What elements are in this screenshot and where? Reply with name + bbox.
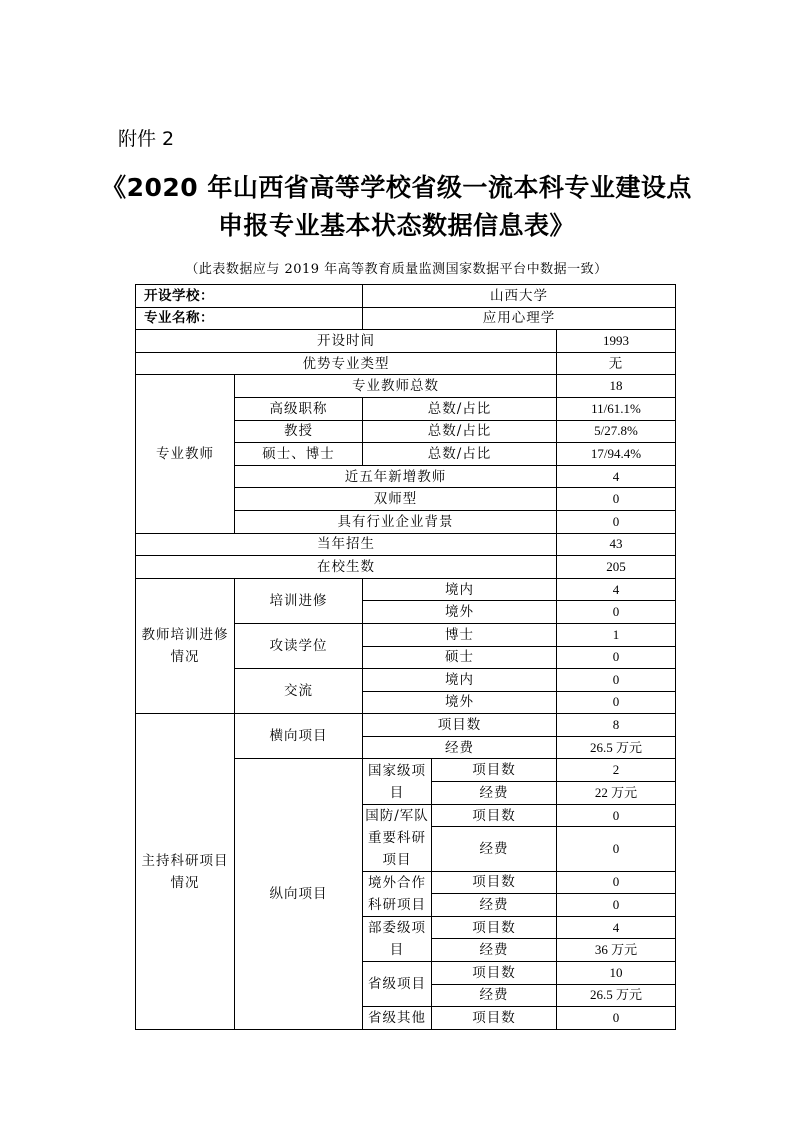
dual-teacher-value: 0 [557, 488, 676, 511]
phd-value: 1 [557, 623, 676, 646]
ministry-count-value: 4 [557, 916, 676, 939]
open-time-value: 1993 [557, 330, 676, 353]
new-teachers-value: 4 [557, 465, 676, 488]
table-row [136, 533, 676, 556]
enrollment-value: 43 [557, 533, 676, 556]
provincial-fund-label: 经费 [432, 984, 557, 1007]
national-fund-value: 22 万元 [557, 782, 676, 805]
training-study-label: 培训进修 [235, 578, 363, 623]
exchange-domestic-label: 境内 [363, 669, 557, 692]
table-row [136, 375, 676, 398]
major-label: 专业名称： [136, 307, 363, 330]
provincial-count-value: 10 [557, 962, 676, 985]
attachment-label: 附件 2 [118, 128, 175, 150]
data-source-note: （此表数据应与 2019 年高等教育质量监测国家数据平台中数据一致） [185, 262, 608, 277]
professor-value: 5/27.8% [557, 420, 676, 443]
senior-value: 11/61.1% [557, 397, 676, 420]
provincial-other-label: 省级其他 [363, 1007, 432, 1030]
provincial-count-label: 项目数 [432, 962, 557, 985]
foreign-fund-value: 0 [557, 894, 676, 917]
new-teachers-label: 近五年新增教师 [235, 465, 557, 488]
national-count-label: 项目数 [432, 759, 557, 782]
national-fund-label: 经费 [432, 782, 557, 805]
professor-label: 教授 [235, 420, 363, 443]
master-value: 0 [557, 646, 676, 669]
foreign-count-label: 项目数 [432, 871, 557, 894]
document-title-line1: 《2020 年山西省高等学校省级一流本科专业建设点 [101, 173, 692, 202]
provincial-fund-value: 26.5 万元 [557, 984, 676, 1007]
horizontal-fund-value: 26.5 万元 [557, 736, 676, 759]
exchange-abroad-value: 0 [557, 691, 676, 714]
master-label: 硕士 [363, 646, 557, 669]
table-row [136, 714, 676, 737]
advantage-label: 优势专业类型 [136, 352, 557, 375]
table-row [136, 285, 676, 308]
exchange-label: 交流 [235, 669, 363, 714]
horizontal-count-value: 8 [557, 714, 676, 737]
exchange-domestic-value: 0 [557, 669, 676, 692]
students-value: 205 [557, 556, 676, 579]
training-abroad-label: 境外 [363, 601, 557, 624]
industry-background-value: 0 [557, 510, 676, 533]
table-row [136, 307, 676, 330]
status-data-table [135, 284, 676, 1030]
senior-title-label: 高级职称 [235, 397, 363, 420]
degree-ratio-label: 总数/占比 [363, 443, 557, 466]
horizontal-count-label: 项目数 [363, 714, 557, 737]
national-count-value: 2 [557, 759, 676, 782]
exchange-abroad-label: 境外 [363, 691, 557, 714]
senior-ratio-label: 总数/占比 [363, 397, 557, 420]
students-label: 在校生数 [136, 556, 557, 579]
school-label: 开设学校： [136, 285, 363, 308]
open-time-label: 开设时间 [136, 330, 557, 353]
teacher-total-label: 专业教师总数 [235, 375, 557, 398]
dual-teacher-label: 双师型 [235, 488, 557, 511]
ministry-count-label: 项目数 [432, 916, 557, 939]
other-count-label: 项目数 [432, 1007, 557, 1030]
table-row [136, 330, 676, 353]
table-row [136, 556, 676, 579]
other-count-value: 0 [557, 1007, 676, 1030]
degree-holders-label: 硕士、博士 [235, 443, 363, 466]
research-section: 主持科研项目情况 [136, 714, 235, 1030]
horizontal-project-label: 横向项目 [235, 714, 363, 759]
training-section: 教师培训进修情况 [136, 578, 235, 714]
table-row [136, 578, 676, 601]
industry-background-label: 具有行业企业背景 [235, 510, 557, 533]
vertical-project-label: 纵向项目 [235, 759, 363, 1029]
ministry-project-label: 部委级项目 [363, 916, 432, 961]
major-value: 应用心理学 [363, 307, 676, 330]
training-domestic-label: 境内 [363, 578, 557, 601]
ministry-fund-value: 36 万元 [557, 939, 676, 962]
table-row [136, 352, 676, 375]
foreign-count-value: 0 [557, 871, 676, 894]
foreign-project-label: 境外合作科研项目 [363, 871, 432, 916]
national-project-label: 国家级项目 [363, 759, 432, 804]
defense-fund-label: 经费 [432, 827, 557, 871]
enrollment-label: 当年招生 [136, 533, 557, 556]
degree-holders-value: 17/94.4% [557, 443, 676, 466]
defense-count-value: 0 [557, 804, 676, 827]
foreign-fund-label: 经费 [432, 894, 557, 917]
advantage-value: 无 [557, 352, 676, 375]
teacher-total-value: 18 [557, 375, 676, 398]
defense-count-label: 项目数 [432, 804, 557, 827]
phd-label: 博士 [363, 623, 557, 646]
training-abroad-value: 0 [557, 601, 676, 624]
document-title-line2: 申报专业基本状态数据信息表》 [217, 211, 575, 240]
ministry-fund-label: 经费 [432, 939, 557, 962]
training-domestic-value: 4 [557, 578, 676, 601]
provincial-project-label: 省级项目 [363, 962, 432, 1007]
degree-study-label: 攻读学位 [235, 623, 363, 668]
defense-fund-value: 0 [557, 827, 676, 871]
teachers-section: 专业教师 [136, 375, 235, 533]
defense-project-label: 国防/军队重要科研项目 [363, 804, 432, 871]
professor-ratio-label: 总数/占比 [363, 420, 557, 443]
school-value: 山西大学 [363, 285, 676, 308]
horizontal-fund-label: 经费 [363, 736, 557, 759]
